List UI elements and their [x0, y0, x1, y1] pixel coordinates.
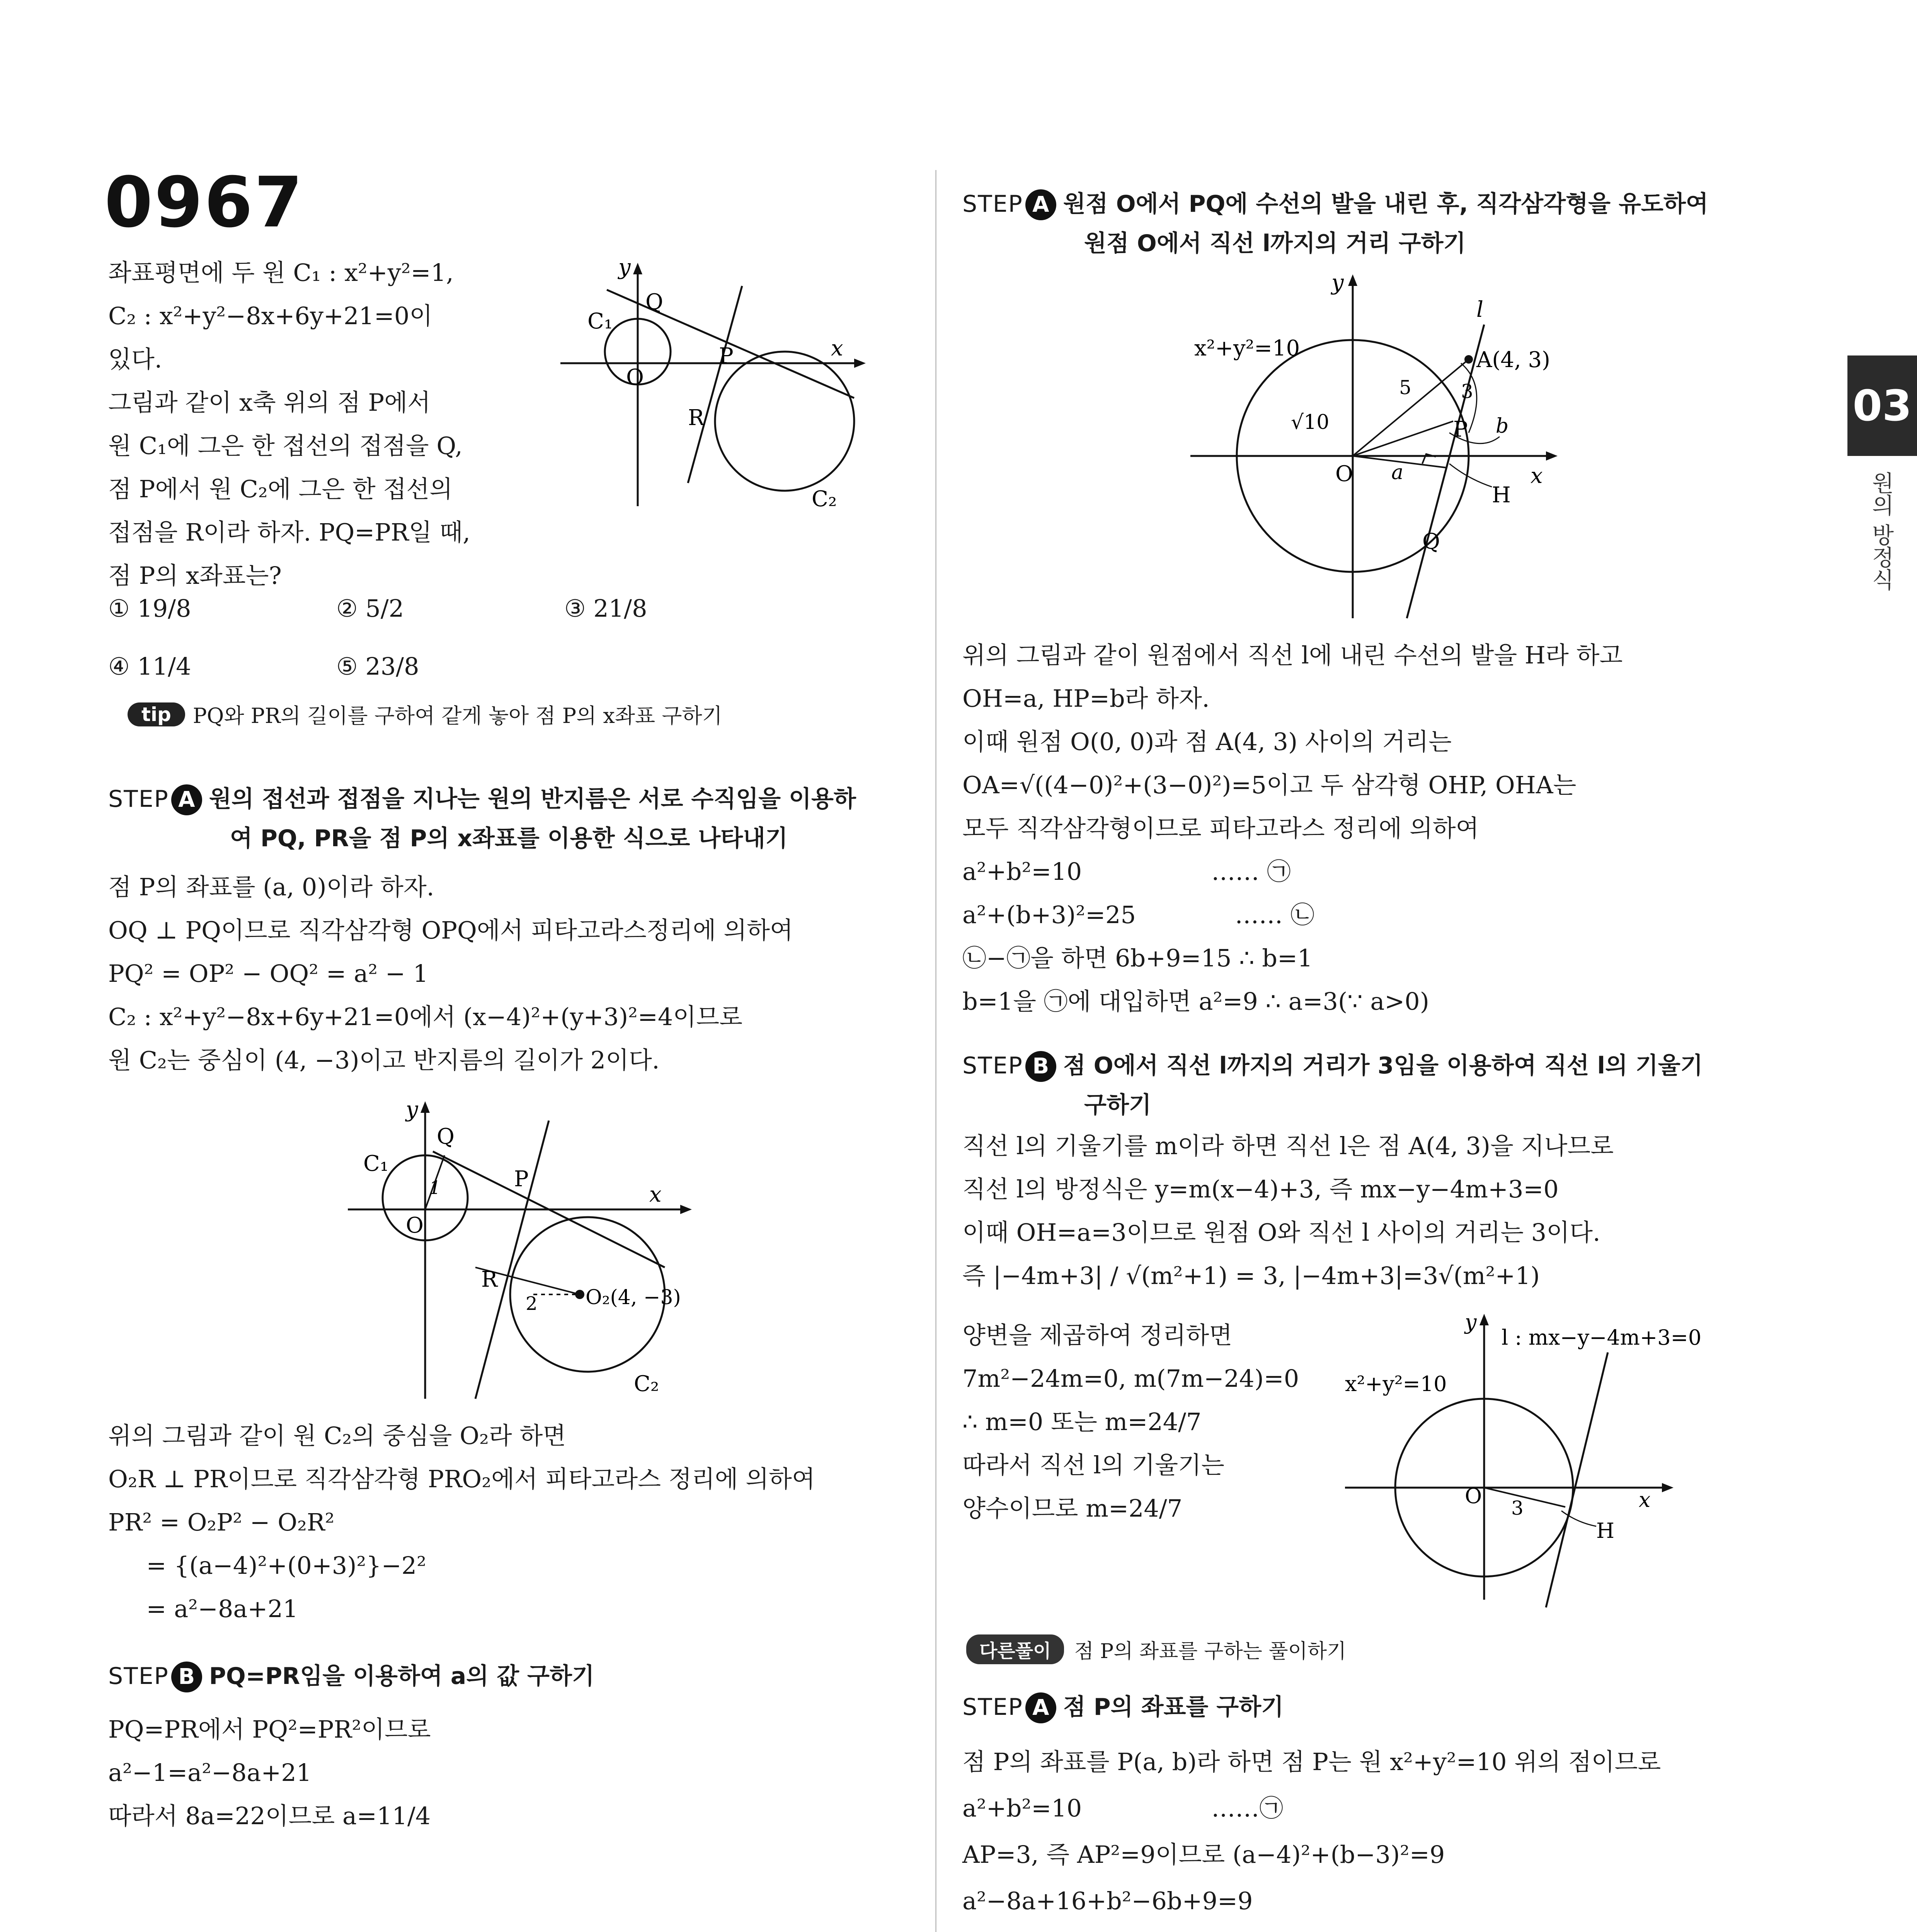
fig-label-b-len: b: [1496, 415, 1509, 438]
choice-1[interactable]: ① 19/8: [108, 594, 191, 622]
step-b-0967-body: [108, 1708, 431, 1838]
fig-label-origin: O: [1335, 461, 1353, 486]
figure-0967-solution: [348, 1094, 719, 1403]
problem-number-0967: 0967: [104, 162, 304, 243]
alt-solution-header: [966, 1634, 1346, 1664]
fig-label-x: x: [1531, 463, 1543, 488]
fig-label-sqrt10: √10: [1291, 411, 1330, 434]
column-divider: [935, 170, 936, 1932]
fig-label-o2: O₂(4, −3): [586, 1286, 681, 1309]
solution-line: = a²−8a+21: [108, 1595, 298, 1623]
chapter-label: 원의 방정식: [1868, 471, 1894, 591]
step-a-0967-body: [108, 866, 793, 1082]
fig-label-c1: C₁: [587, 309, 613, 334]
tip-badge: tip: [128, 702, 185, 726]
solution-line: OQ ⊥ PQ이므로 직각삼각형 OPQ에서 피타고라스정리에 의하여: [108, 916, 793, 944]
step-label: STEP: [108, 1663, 169, 1690]
fig-label-y: y: [1465, 1310, 1477, 1334]
solution-line: OA=√((4−0)²+(3−0)²)=5이고 두 삼각형 OHP, OHA는: [962, 771, 1577, 799]
solution-line: 양변을 제곱하여 정리하면: [962, 1321, 1233, 1349]
solution-line: 직선 l의 방정식은 y=m(x−4)+3, 즉 mx−y−4m+3=0: [962, 1175, 1559, 1203]
fig-label-a: A(4, 3): [1476, 347, 1550, 372]
fig-label-radius-1: 1: [429, 1177, 441, 1199]
step-mark: B: [171, 1662, 202, 1692]
fig-label-y: y: [406, 1097, 418, 1122]
problem-0967-text: [108, 251, 470, 597]
problem-line: 있다.: [108, 345, 162, 373]
solution-line: b=1을 ㉠에 대입하면 a²=9 ∴ a=3(∵ a>0): [962, 987, 1429, 1015]
fig-label-circle-eq: x²+y²=10: [1194, 336, 1300, 361]
alt-text: 점 P의 좌표를 구하는 풀이하기: [1074, 1640, 1347, 1663]
tip-0967: [128, 699, 722, 729]
step-mark: A: [1025, 189, 1056, 220]
solution-line: 이때 원점 O(0, 0)과 점 A(4, 3) 사이의 거리는: [962, 728, 1452, 756]
solution-line: [962, 1924, 1661, 1932]
solution-line: AP=3, 즉 AP²=9이므로 (a−4)²+(b−3)²=9: [962, 1840, 1445, 1869]
problem-line: 점 P에서 원 C₂에 그은 한 접선의: [108, 475, 453, 503]
solution-line: 7m²−24m=0, m(7m−24)=0: [962, 1364, 1299, 1393]
fig-label-x: x: [649, 1182, 662, 1207]
solution-line: = {(a−4)²+(0+3)²}−2²: [108, 1551, 426, 1580]
step-label: STEP: [962, 1052, 1023, 1079]
choice-3[interactable]: ③ 21/8: [564, 594, 647, 622]
solution-line: PR² = O₂P² − O₂R²: [108, 1508, 335, 1536]
fig-label-origin: O: [1465, 1484, 1482, 1508]
chapter-tab: [1847, 355, 1917, 456]
step-a-alt: [962, 1689, 1284, 1723]
fig-label-c2: C₂: [812, 486, 837, 512]
step-title: 원의 접선과 접점을 지나는 원의 반지름은 서로 수직임을 이용하: [209, 786, 856, 813]
step-a-0967-body-2: [108, 1414, 815, 1631]
tip-text: PQ와 PR의 길이를 구하여 같게 놓아 점 P의 x좌표 구하기: [192, 704, 722, 728]
step-b-0968-body: [962, 1124, 1614, 1298]
solution-line: 점 P의 좌표를 P(a, b)라 하면 점 P는 원 x²+y²=10 위의 점이므로: [962, 1748, 1661, 1776]
solution-line: PQ² = OP² − OQ² = a² − 1: [108, 959, 429, 988]
step-a-0967: [108, 781, 856, 853]
step-b-0968: [962, 1047, 1703, 1120]
fig-label-y: y: [618, 255, 631, 280]
solution-line: a²−8a+16+b²−6b+9=9: [962, 1887, 1253, 1915]
step-title: 점 P의 좌표를 구하기: [1063, 1694, 1284, 1721]
problem-line: 그림과 같이 x축 위의 점 P에서: [108, 388, 431, 417]
problem-line: 원 C₁에 그은 한 접선의 접점을 Q,: [108, 432, 463, 460]
fig-label-5: 5: [1399, 376, 1411, 399]
choice-2[interactable]: ② 5/2: [336, 594, 404, 622]
step-label: STEP: [962, 190, 1023, 218]
fig-label-3: 3: [1461, 380, 1473, 403]
solution-line: 양수이므로 m=24/7: [962, 1494, 1183, 1522]
fig-label-c1: C₁: [363, 1151, 389, 1176]
fig-label-q: Q: [645, 289, 663, 315]
solution-line: 위의 그림과 같이 원 C₂의 중심을 O₂라 하면: [108, 1422, 566, 1450]
solution-line: 즉 |−4m+3| / √(m²+1) = 3, |−4m+3|=3√(m²+1): [962, 1262, 1540, 1290]
choice-4[interactable]: ④ 11/4: [108, 652, 191, 680]
fig-label-h: H: [1596, 1519, 1615, 1543]
step-title-cont: 원점 O에서 직선 l까지의 거리 구하기: [1084, 230, 1466, 257]
fig-label-c2: C₂: [634, 1371, 659, 1396]
fig-label-p: P: [1453, 417, 1468, 442]
step-label: STEP: [108, 786, 169, 813]
fig-label-origin: O: [626, 365, 644, 390]
fig-label-circle-eq: x²+y²=10: [1345, 1372, 1447, 1396]
fig-label-origin: O: [406, 1213, 424, 1238]
solution-line: 모두 직각삼각형이므로 피타고라스 정리에 의하여: [962, 814, 1479, 842]
step-b-0967: [108, 1658, 594, 1692]
solution-line: O₂R ⊥ PR이므로 직각삼각형 PRO₂에서 피타고라스 정리에 의하여: [108, 1465, 815, 1493]
step-mark: A: [1025, 1692, 1056, 1723]
step-title-cont: 여 PQ, PR을 점 P의 x좌표를 이용한 식으로 나타내기: [230, 825, 788, 852]
figure-0968-solution: [1183, 270, 1569, 626]
fig-label-a-len: a: [1391, 461, 1404, 484]
problem-line: 좌표평면에 두 원 C₁ : x²+y²=1,: [108, 259, 454, 287]
step-a-0968: [962, 185, 1708, 258]
solution-line: ㉡−㉠을 하면 6b+9=15 ∴ b=1: [962, 944, 1313, 972]
step-label: STEP: [962, 1694, 1023, 1721]
step-a-alt-body: [962, 1739, 1661, 1932]
fig-label-r: R: [688, 405, 705, 430]
solution-line: 원 C₂는 중심이 (4, −3)이고 반지름의 길이가 2이다.: [108, 1046, 660, 1074]
fig-label-p: P: [719, 344, 734, 369]
step-title: 점 O에서 직선 l까지의 거리가 3임을 이용하여 직선 l의 기울기: [1063, 1052, 1703, 1079]
solution-line: 따라서 8a=22이므로 a=11/4: [108, 1802, 431, 1830]
solution-line: a²−1=a²−8a+21: [108, 1759, 312, 1787]
solution-line: 점 P의 좌표를 (a, 0)이라 하자.: [108, 873, 434, 901]
solution-line: 직선 l의 기울기를 m이라 하면 직선 l은 점 A(4, 3)을 지나므로: [962, 1132, 1614, 1160]
step-mark: A: [171, 784, 202, 815]
fig-label-3: 3: [1511, 1497, 1524, 1519]
step-title-cont: 구하기: [1084, 1092, 1151, 1119]
solution-line: ∴ m=0 또는 m=24/7: [962, 1408, 1202, 1436]
solution-line: PQ=PR에서 PQ²=PR²이므로: [108, 1715, 431, 1743]
fig-label-radius-2: 2: [526, 1293, 538, 1315]
step-title: PQ=PR임을 이용하여 a의 값 구하기: [209, 1663, 594, 1690]
step-a-0968-body: [962, 634, 1622, 1023]
solution-line: C₂ : x²+y²−8x+6y+21=0에서 (x−4)²+(y+3)²=4이므로: [108, 1003, 743, 1031]
fig-label-x: x: [1639, 1488, 1651, 1512]
choices-0967: [108, 580, 647, 696]
fig-label-q: Q: [437, 1124, 455, 1149]
solution-line: a²+b²=10 …… ㉠: [962, 857, 1291, 886]
problem-line: C₂ : x²+y²−8x+6y+21=0이: [108, 302, 433, 330]
step-title: 원점 O에서 PQ에 수선의 발을 내린 후, 직각삼각형을 유도하여: [1063, 190, 1708, 218]
fig-label-r: R: [481, 1267, 498, 1292]
fig-label-x: x: [831, 336, 843, 361]
solution-line: 위의 그림과 같이 원점에서 직선 l에 내린 수선의 발을 H라 하고: [962, 641, 1623, 669]
alt-badge: 다른풀이: [966, 1634, 1064, 1664]
chapter-number: 03: [1852, 381, 1912, 430]
problem-line: 점 P의 x좌표는?: [108, 561, 282, 590]
fig-label-l: l: [1476, 297, 1483, 322]
step-mark: B: [1025, 1051, 1056, 1082]
solution-line: a²+(b+3)²=25 …… ㉡: [962, 901, 1314, 929]
solution-line: OH=a, HP=b라 하자.: [962, 684, 1210, 713]
fig-label-q: Q: [1422, 529, 1440, 554]
figure-0967: [560, 251, 870, 514]
solution-line: 이때 OH=a=3이므로 원점 O와 직선 l 사이의 거리는 3이다.: [962, 1218, 1600, 1247]
problem-line: 접점을 R이라 하자. PQ=PR일 때,: [108, 518, 470, 546]
solution-line: 따라서 직선 l의 기울기는: [962, 1451, 1224, 1479]
fig-label-p: P: [514, 1167, 529, 1192]
fig-label-y: y: [1331, 270, 1344, 295]
choice-5[interactable]: ⑤ 23/8: [336, 652, 419, 680]
fig-label-h: H: [1492, 483, 1511, 508]
solution-line: a²+b²=10 ……㉠: [962, 1794, 1284, 1822]
figure-0968-distance: [1345, 1306, 1770, 1615]
step-b-0968-body-2: [962, 1314, 1299, 1530]
fig-label-line-eq: l : mx−y−4m+3=0: [1502, 1325, 1702, 1350]
